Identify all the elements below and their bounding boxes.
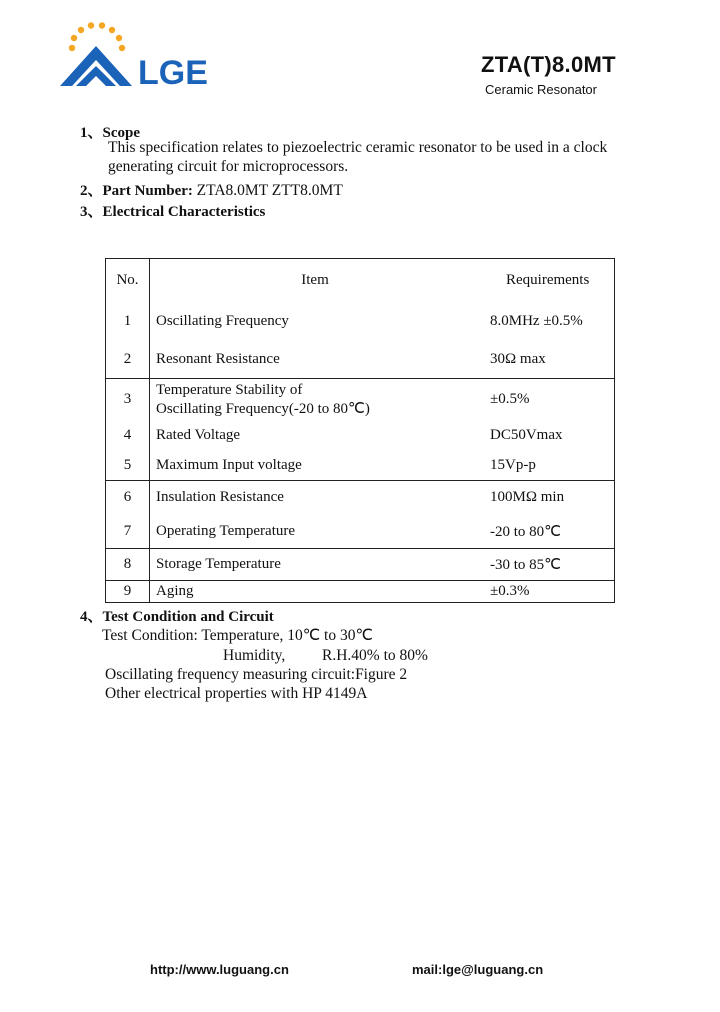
row-item <box>150 379 475 421</box>
row-requirement: 8.0MHz ±0.5% <box>490 313 583 329</box>
logo-sun-dots <box>69 22 125 51</box>
electrical-number: 3、 <box>80 204 103 220</box>
test-number: 4、 <box>80 609 103 625</box>
table-row <box>106 341 615 379</box>
humidity-value: R.H.40% to 80% <box>322 647 428 664</box>
row-no: 7 <box>106 515 150 549</box>
electrical-characteristics-table <box>105 258 615 603</box>
model-title: ZTA(T)8.0MT <box>481 52 616 77</box>
table-row <box>106 549 615 581</box>
row-no: 3 <box>106 379 150 421</box>
row-item: Insulation Resistance <box>156 489 284 506</box>
part-number-value: ZTA8.0MT ZTT8.0MT <box>196 182 343 199</box>
test-heading <box>80 605 274 626</box>
test-condition-line: Test Condition: Temperature, 10℃ to 30℃ <box>102 627 373 644</box>
lge-logo <box>58 22 248 92</box>
scope-text-line1: This specification relates to piezoelectric ceramic resonator to be used in a clock <box>108 139 608 156</box>
scope-title: Scope <box>102 125 141 141</box>
table-row <box>106 515 615 549</box>
part-number-title: Part Number: <box>102 183 193 199</box>
row-no: 8 <box>106 549 150 581</box>
row-no: 1 <box>106 303 150 341</box>
table-row <box>106 303 615 341</box>
row-requirement: -30 to 85℃ <box>490 557 562 573</box>
row-no: 5 <box>106 451 150 481</box>
table-header-row <box>106 259 615 303</box>
row-item: Operating Temperature <box>156 522 296 539</box>
row-requirement: 100MΩ min <box>490 489 565 506</box>
row-requirement: ±0.3% <box>490 583 530 599</box>
row-no: 9 <box>106 581 150 603</box>
scope-text-line2: generating circuit for microprocessors. <box>108 158 349 175</box>
measuring-circuit-line: Oscillating frequency measuring circuit:Figure 2 <box>105 666 408 683</box>
footer-website-link[interactable]: http://www.luguang.cn <box>150 962 289 977</box>
table-row <box>106 481 615 515</box>
row-requirement: 30Ω max <box>490 350 546 367</box>
row-requirement: -20 to 80℃ <box>490 523 562 540</box>
row-item-line1: Temperature Stability of <box>156 381 303 398</box>
row-no: 2 <box>106 341 150 379</box>
row-item-line2: Oscillating Frequency(-20 to 80℃) <box>156 400 370 417</box>
row-no: 6 <box>106 481 150 515</box>
brand-name: LGE <box>138 54 208 92</box>
header-item: Item <box>301 272 329 289</box>
scope-number: 1、 <box>80 125 103 141</box>
electrical-title: Electrical Characteristics <box>102 204 266 220</box>
other-properties-line: Other electrical properties with HP 4149A <box>105 685 368 702</box>
row-item: Resonant Resistance <box>156 350 280 367</box>
footer-email-link[interactable]: mail:lge@luguang.cn <box>412 962 544 977</box>
logo-mountain-icon <box>60 46 132 86</box>
row-requirement: DC50Vmax <box>490 427 563 443</box>
row-requirement: 15Vp-p <box>490 456 536 473</box>
table-row <box>106 581 615 603</box>
table-row <box>106 379 615 421</box>
row-item: Maximum Input voltage <box>156 456 302 473</box>
row-item: Aging <box>156 583 194 599</box>
table-row <box>106 451 615 481</box>
humidity-label: Humidity, <box>223 647 286 664</box>
row-requirement: ±0.5% <box>490 391 530 408</box>
row-item: Oscillating Frequency <box>156 313 289 329</box>
header-requirements: Requirements <box>506 272 590 289</box>
electrical-heading <box>80 200 265 221</box>
row-no: 4 <box>106 421 150 451</box>
table-row <box>106 421 615 451</box>
product-subtitle: Ceramic Resonator <box>485 82 597 97</box>
row-item: Rated Voltage <box>156 427 241 443</box>
test-title: Test Condition and Circuit <box>102 609 274 625</box>
row-item: Storage Temperature <box>156 556 281 572</box>
header-no: No. <box>106 259 150 303</box>
part-number-num: 2、 <box>80 183 103 199</box>
part-number-line <box>80 179 343 200</box>
